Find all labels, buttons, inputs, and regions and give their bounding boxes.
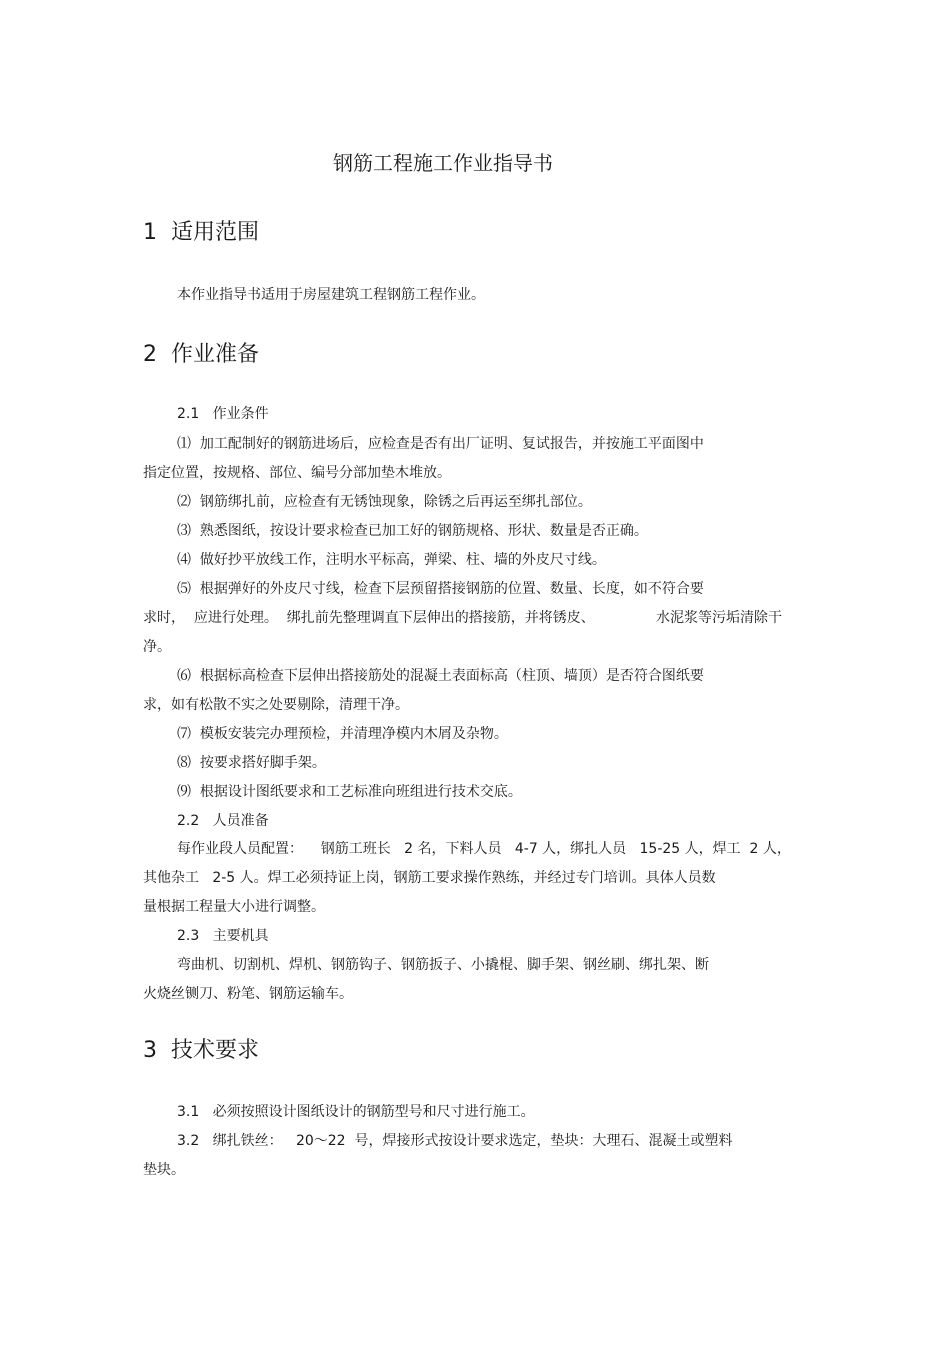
subsection-2-3: 2.3 主要机具 (177, 928, 269, 944)
section-1-heading: 1 适用范围 (143, 220, 259, 245)
document-title: 钢筋工程施工作业指导书 (333, 151, 553, 175)
paragraph-line: 求，如有松散不实之处要剔除，清理干净。 (143, 697, 409, 713)
paragraph-line: 求时， 应进行处理。 绑扎前先整理调直下层伸出的搭接筋，并将锈皮、 (143, 610, 595, 626)
section-2-heading: 2 作业准备 (143, 342, 259, 367)
section-1-body: 本作业指导书适用于房屋建筑工程钢筋工程作业。 (177, 287, 485, 303)
paragraph-line: 3.2 绑扎铁丝： 20～22 号，焊接形式按设计要求选定，垫块：大理石、混凝土或塑料 (177, 1133, 733, 1149)
subsection-2-1: 2.1 作业条件 (177, 406, 269, 422)
paragraph-line: 火烧丝铡刀、粉笔、钢筋运输车。 (143, 986, 353, 1002)
section-3-heading: 3 技术要求 (143, 1038, 259, 1063)
paragraph-line: 指定位置，按规格、部位、编号分部加垫木堆放。 (143, 465, 451, 481)
paragraph-line: 净。 (143, 639, 171, 655)
paragraph-line: ⑷ 做好抄平放线工作，注明水平标高，弹梁、柱、墙的外皮尺寸线。 (177, 552, 606, 568)
paragraph-line: 其他杂工 2-5 人。焊工必须持证上岗，钢筋工要求操作熟练，并经过专门培训。具体人员数 (143, 870, 716, 886)
paragraph-line: ⑻ 按要求搭好脚手架。 (177, 755, 326, 771)
paragraph-line: ⑵ 钢筋绑扎前，应检查有无锈蚀现象，除锈之后再运至绑扎部位。 (177, 494, 592, 510)
paragraph-line: ⑼ 根据设计图纸要求和工艺标准向班组进行技术交底。 (177, 784, 522, 800)
paragraph-line: 3.1 必须按照设计图纸设计的钢筋型号和尺寸进行施工。 (177, 1104, 535, 1120)
paragraph-line: 每作业段人员配置： 钢筋工班长 2 名，下料人员 4-7 人，绑扎人员 15-25 人，焊工 2 人， (177, 841, 791, 857)
subsection-2-2: 2.2 人员准备 (177, 813, 269, 829)
paragraph-line: ⑺ 模板安装完办理预检，并清理净模内木屑及杂物。 (177, 726, 508, 742)
paragraph-line: 水泥浆等污垢清除干 (656, 610, 782, 626)
paragraph-line: 弯曲机、切割机、焊机、钢筋钩子、钢筋扳子、小撬棍、脚手架、钢丝刷、绑扎架、断 (177, 957, 709, 973)
paragraph-line: 垫块。 (143, 1162, 185, 1178)
paragraph-line: 量根据工程量大小进行调整。 (143, 899, 325, 915)
paragraph-line: ⑹ 根据标高检查下层伸出搭接筋处的混凝土表面标高（柱顶、墙顶）是否符合图纸要 (177, 668, 704, 684)
paragraph-line: ⑶ 熟悉图纸，按设计要求检查已加工好的钢筋规格、形状、数量是否正确。 (177, 523, 648, 539)
paragraph-line: ⑴ 加工配制好的钢筋进场后，应检查是否有出厂证明、复试报告，并按施工平面图中 (177, 436, 704, 452)
paragraph-line: ⑸ 根据弹好的外皮尺寸线，检查下层预留搭接钢筋的位置、数量、长度，如不符合要 (177, 581, 704, 597)
